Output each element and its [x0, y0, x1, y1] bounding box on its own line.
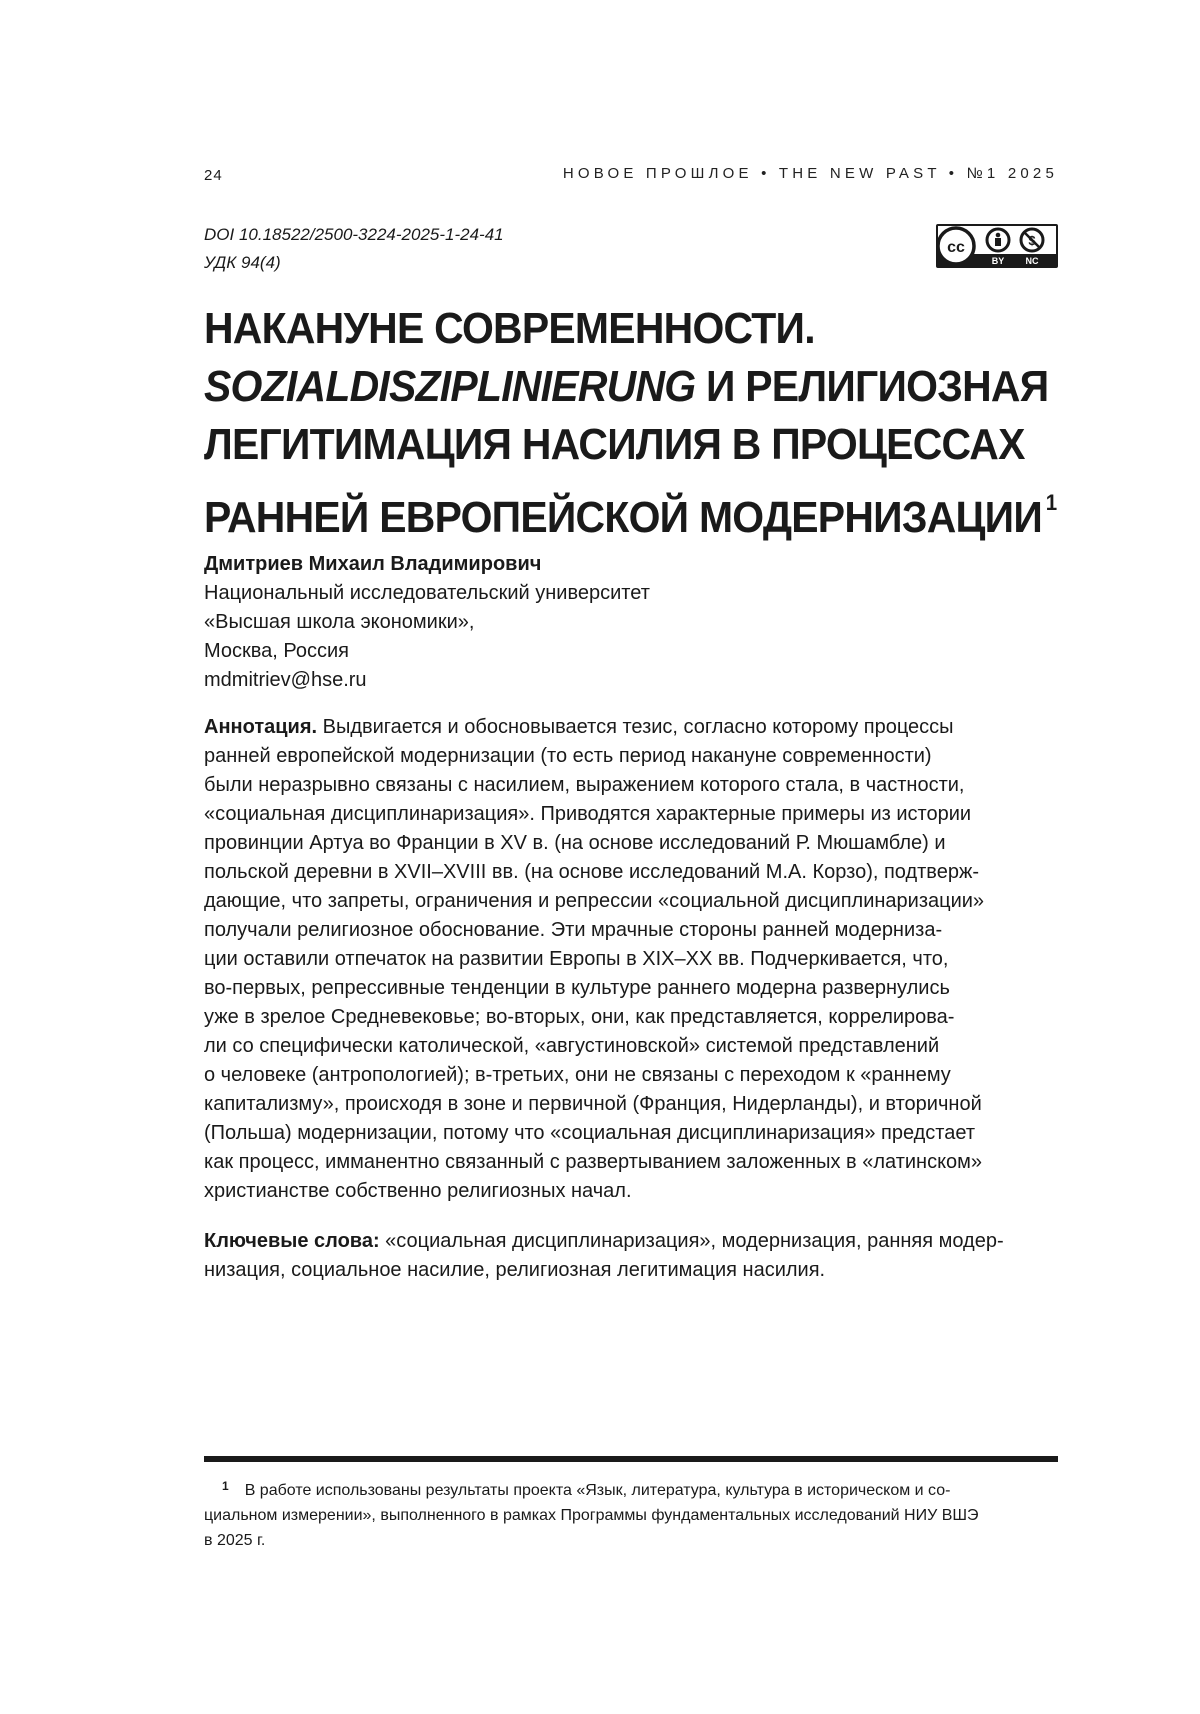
author-affiliation: «Высшая школа экономики»,: [204, 608, 650, 637]
abstract-label: Аннотация.: [204, 716, 317, 738]
footnote: [204, 1474, 1024, 1553]
svg-text:cc: cc: [947, 239, 965, 256]
abstract-line: уже в зрелое Средневековье; во-вторых, они, как представляется, коррелирова-: [204, 1003, 1066, 1032]
running-head: НОВОЕ ПРОШЛОЕ • THE NEW PAST • №1 2025: [563, 165, 1058, 182]
footnote-text: В работе использованы результаты проекта «Язык, литература, культура в историческом и со-: [245, 1482, 951, 1499]
title-line: ЛЕГИТИМАЦИЯ НАСИЛИЯ В ПРОЦЕССАХ: [204, 416, 1004, 474]
keywords-label: Ключевые слова:: [204, 1230, 380, 1252]
abstract-line: как процесс, имманентно связанный с развертыванием заложенных в «латинском»: [204, 1148, 1066, 1177]
title-line-rest: И РЕЛИГИОЗНАЯ: [695, 362, 1048, 411]
abstract-line: [204, 713, 1066, 742]
abstract-line: (Польша) модернизации, потому что «социальная дисциплинаризация» предстает: [204, 1119, 1066, 1148]
page-number: 24: [204, 167, 223, 184]
abstract-line: ции оставили отпечаток на развитии Европы в XIX–XX вв. Подчеркивается, что,: [204, 945, 1066, 974]
abstract-line: были неразрывно связаны с насилием, выражением которого стала, в частности,: [204, 771, 1066, 800]
keywords-line: низация, социальное насилие, религиозная легитимация насилия.: [204, 1256, 1066, 1285]
footnote-line: [204, 1474, 1024, 1503]
author-affiliation: Национальный исследовательский университет: [204, 579, 650, 608]
doi[interactable]: DOI 10.18522/2500-3224-2025-1-24-41: [204, 221, 504, 249]
abstract-line: христианстве собственно религиозных начал.: [204, 1177, 1066, 1206]
abstract-line: ранней европейской модернизации (то есть период накануне современности): [204, 742, 1066, 771]
abstract-line: дающие, что запреты, ограничения и репрессии «социальной дисциплинаризации»: [204, 887, 1066, 916]
abstract-line: получали религиозное обоснование. Эти мрачные стороны ранней модерниза-: [204, 916, 1066, 945]
by-label: BY: [992, 256, 1005, 266]
footnote-line: циальном измерении», выполненного в рамках Программы фундаментальных исследований НИУ ВШЭ: [204, 1503, 1024, 1528]
abstract-line: польской деревни в XVII–XVIII вв. (на основе исследований М.А. Корзо), подтверж-: [204, 858, 1066, 887]
abstract-line: ли со специфически католической, «августиновской» системой представлений: [204, 1032, 1066, 1061]
author-name: Дмитриев Михаил Владимирович: [204, 550, 650, 579]
udk: УДК 94(4): [204, 249, 504, 277]
title-line-text: РАННЕЙ ЕВРОПЕЙСКОЙ МОДЕРНИЗАЦИИ: [204, 493, 1042, 542]
footnote-divider: [204, 1456, 1058, 1462]
abstract-line: провинции Артуа во Франции в XV в. (на основе исследований Р. Мюшамбле) и: [204, 829, 1066, 858]
abstract-line: капитализму», происходя в зоне и первичной (Франция, Нидерланды), и вторичной: [204, 1090, 1066, 1119]
meta-block: [204, 221, 504, 277]
title-footnote-marker[interactable]: 1: [1046, 490, 1057, 515]
keywords: [204, 1227, 1066, 1285]
abstract: [204, 713, 1066, 1206]
footnote-marker: 1: [222, 1479, 229, 1493]
title-italic-term: SOZIALDISZIPLINIERUNG: [204, 362, 695, 411]
author-block: [204, 550, 650, 695]
footnote-line: в 2025 г.: [204, 1528, 1024, 1553]
cc-by-nc-icon[interactable]: [936, 224, 1058, 268]
keywords-text: «социальная дисциплинаризация», модернизация, ранняя модер-: [380, 1230, 1004, 1252]
keywords-line: [204, 1227, 1066, 1256]
title-line: НАКАНУНЕ СОВРЕМЕННОСТИ.: [204, 300, 1004, 358]
abstract-line: о человеке (антропологией); в-третьих, они не связаны с переходом к «раннему: [204, 1061, 1066, 1090]
author-email[interactable]: mdmitriev@hse.ru: [204, 666, 650, 695]
author-location: Москва, Россия: [204, 637, 650, 666]
nc-label: NC: [1026, 256, 1039, 266]
abstract-line: «социальная дисциплинаризация». Приводятся характерные примеры из истории: [204, 800, 1066, 829]
title-line: [204, 358, 1004, 416]
article-title: [204, 300, 1004, 547]
abstract-text: Выдвигается и обосновывается тезис, согласно которому процессы: [317, 716, 954, 738]
title-line: [204, 474, 1004, 547]
abstract-line: во-первых, репрессивные тенденции в культуре раннего модерна развернулись: [204, 974, 1066, 1003]
